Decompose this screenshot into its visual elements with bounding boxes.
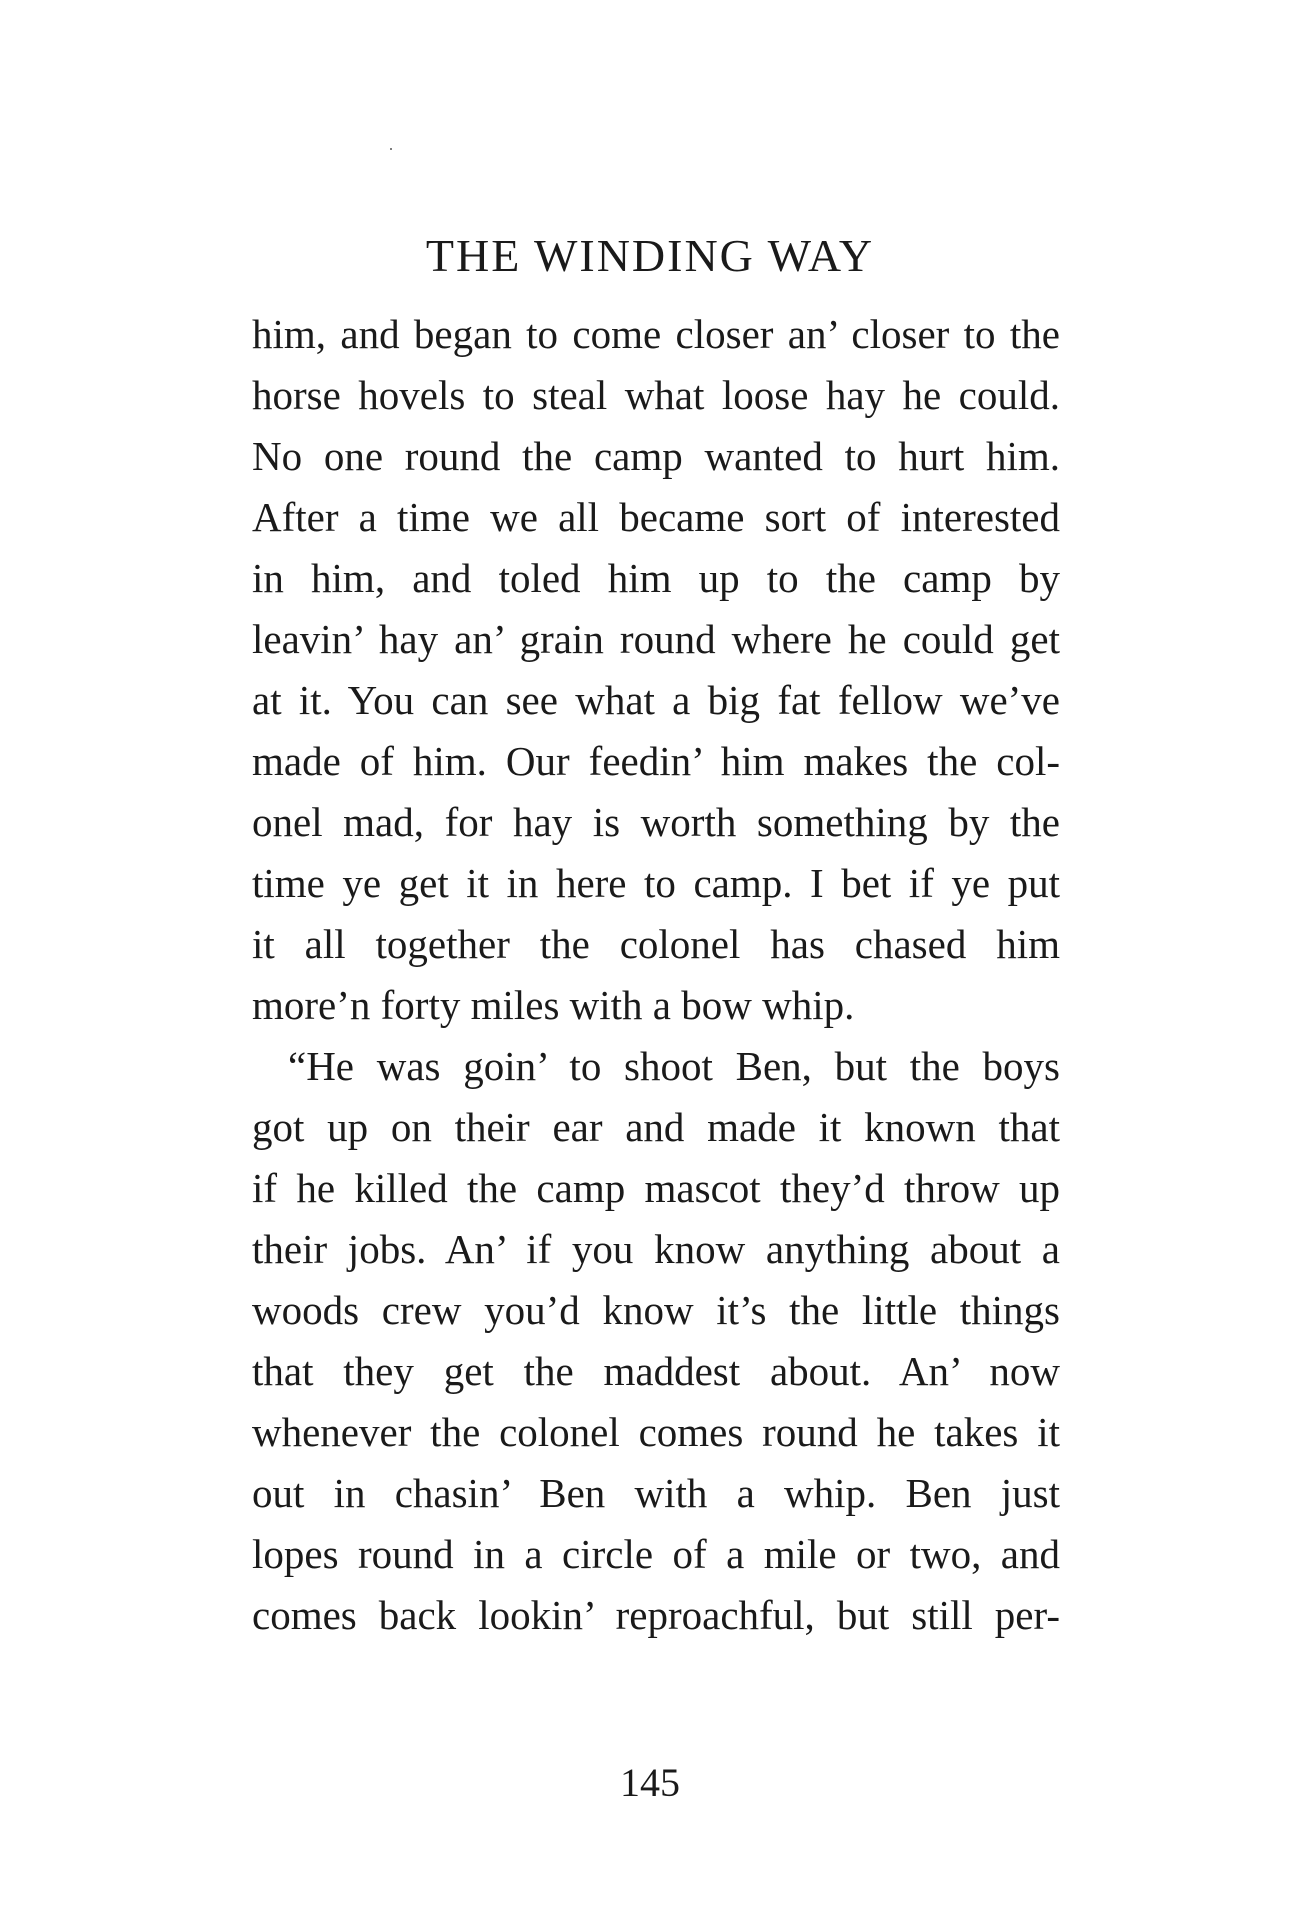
text-line: horse hovels to steal what loose hay he could. [252,372,1060,418]
text-line: out in chasin’ Ben with a whip. Ben just [252,1470,1060,1516]
text-line: got up on their ear and made it known that [252,1104,1060,1150]
text-line: onel mad, for hay is worth something by the [252,799,1060,845]
paragraph-1 [252,304,1060,1036]
page-number: 145 [620,1760,680,1805]
text-line: their jobs. An’ if you know anything about a [252,1226,1060,1272]
text-line: comes back lookin’ reproachful, but still per- [252,1592,1060,1638]
text-line: woods crew you’d know it’s the little things [252,1287,1060,1333]
text-line: “He was goin’ to shoot Ben, but the boys [288,1043,1060,1089]
text-line: whenever the colonel comes round he takes it [252,1409,1060,1455]
text-line: it all together the colonel has chased him [252,921,1060,967]
running-head: THE WINDING WAY [425,230,875,281]
text-line: After a time we all became sort of interested [252,494,1060,540]
text-line: more’n forty miles with a bow whip. [252,982,855,1028]
text-line: that they get the maddest about. An’ now [252,1348,1060,1394]
paragraph-2 [252,1036,1060,1646]
text-line: lopes round in a circle of a mile or two, and [252,1531,1060,1577]
print-speck [390,148,392,150]
text-line: made of him. Our feedin’ him makes the col- [252,738,1060,784]
text-line: leavin’ hay an’ grain round where he could get [252,616,1060,662]
text-line: if he killed the camp mascot they’d throw up [252,1165,1060,1211]
text-line: at it. You can see what a big fat fellow we’ve [252,677,1060,723]
text-line: No one round the camp wanted to hurt him. [252,433,1060,479]
text-line: him, and began to come closer an’ closer to the [252,311,1060,357]
text-line: in him, and toled him up to the camp by [252,555,1060,601]
text-line: time ye get it in here to camp. I bet if ye put [252,860,1060,906]
